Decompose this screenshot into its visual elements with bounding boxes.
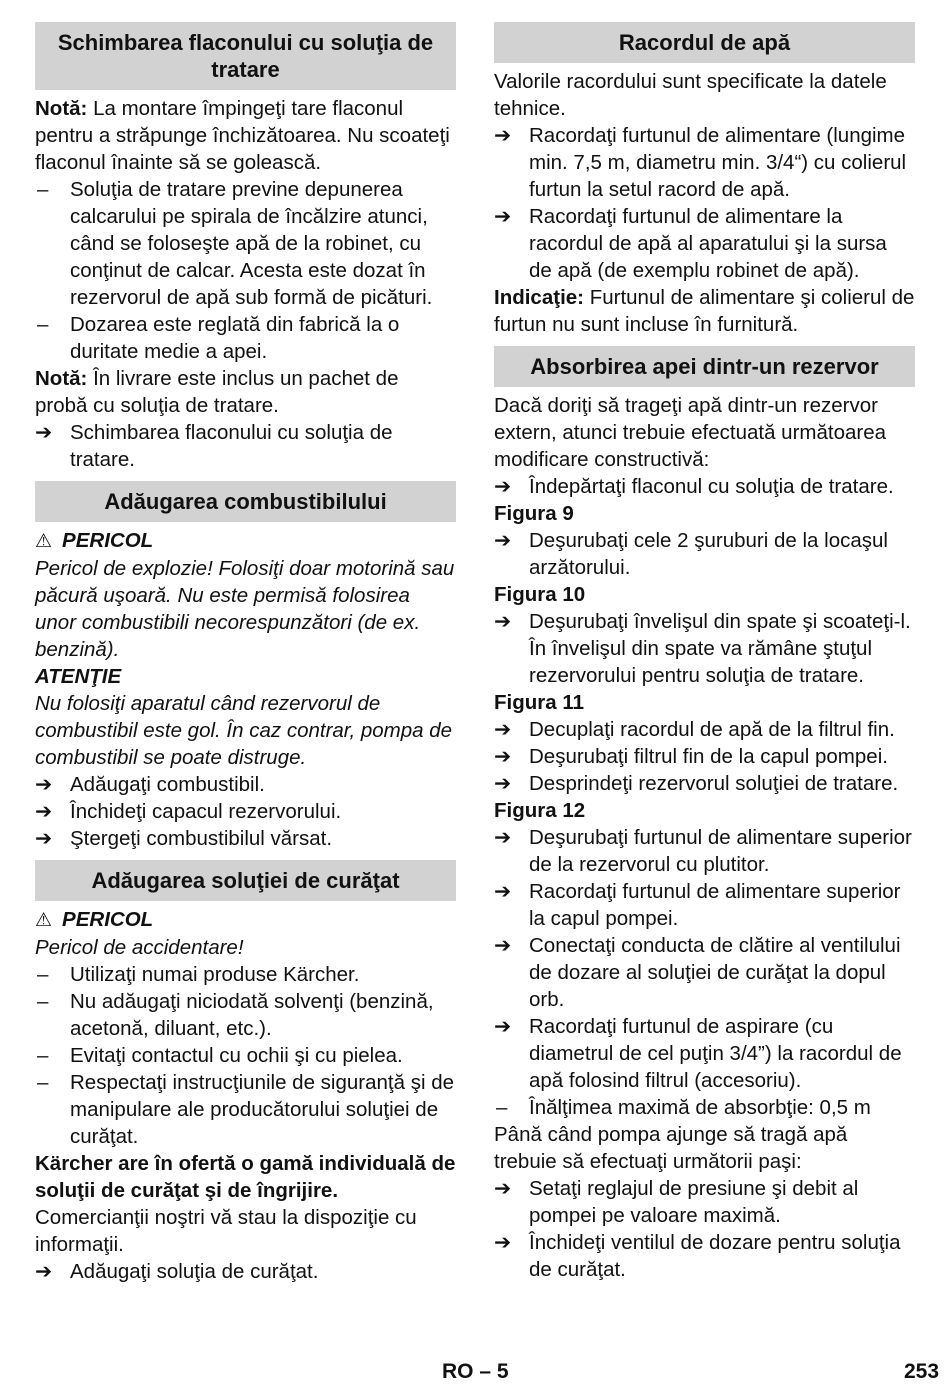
action-step bbox=[494, 527, 915, 581]
dash-list-item bbox=[35, 1042, 456, 1069]
item-text: Racordaţi furtunul de alimentare superior la capul pompei. bbox=[529, 880, 901, 930]
item-text: Soluţia de tratare previne depunerea calcarului pe spirala de încălzire atunci, când se foloseşte apă de la robinet, cu conţinut de calcar. Acesta este dozat în rezervorul de apă sub formă de picături. bbox=[70, 178, 433, 309]
note-text: La montare împingeţi tare flaconul pentru a străpunge închizătoarea. Nu scoateţi flaconul înainte să se golească. bbox=[35, 97, 450, 174]
note-label: Indicaţie: bbox=[494, 286, 584, 309]
item-text: Deşurubaţi învelişul din spate şi scoateţi-l. În învelişul din spate va rămâne ştuţul rezervorului pentru soluţia de tratare. bbox=[529, 610, 911, 687]
danger-text: Pericol de explozie! Folosiţi doar motorină sau păcură uşoară. Nu este permisă folosirea unor combustibili necorespunzători (de ex. benzină). bbox=[35, 557, 455, 661]
arrow-icon: ➔ bbox=[494, 475, 512, 498]
section-heading: Absorbirea apei dintr-un rezervor bbox=[494, 346, 915, 387]
item-text: Utilizaţi numai produse Kärcher. bbox=[70, 963, 360, 986]
action-step bbox=[494, 1013, 915, 1094]
paragraph: Până când pompa ajunge să tragă apă trebuie să efectuaţi următorii paşi: bbox=[494, 1123, 848, 1173]
action-step bbox=[35, 1258, 456, 1285]
warning-triangle-icon: ⚠ bbox=[35, 910, 53, 931]
right-column bbox=[494, 22, 915, 1291]
action-step bbox=[494, 824, 915, 878]
item-text: Închideţi ventilul de dozare pentru soluţia de curăţat. bbox=[529, 1231, 901, 1281]
item-text: Respectaţi instrucţiunile de siguranţă şi de manipulare ale producătorului soluţiei de curăţat. bbox=[70, 1071, 455, 1148]
dash-list-item bbox=[494, 1094, 915, 1121]
action-step bbox=[494, 1229, 915, 1283]
danger-label-text: PERICOL bbox=[62, 908, 154, 931]
section-add-fuel bbox=[35, 481, 456, 852]
arrow-icon: ➔ bbox=[494, 529, 512, 552]
item-text: Deşurubaţi cele 2 şuruburi de la locaşul arzătorului. bbox=[529, 529, 888, 579]
page-number: 253 bbox=[904, 1360, 940, 1383]
arrow-icon: ➔ bbox=[494, 718, 512, 741]
item-text: Setaţi reglajul de presiune şi debit al pompei pe valoare maximă. bbox=[529, 1177, 859, 1227]
item-text: Evitaţi contactul cu ochii şi cu pielea. bbox=[70, 1044, 403, 1067]
arrow-icon: ➔ bbox=[35, 827, 53, 850]
figure-label: Figura 9 bbox=[494, 502, 574, 525]
page-label: RO – 5 bbox=[442, 1360, 509, 1383]
bold-paragraph: Kärcher are în ofertă o gamă individuală de soluţii de curăţat şi de îngrijire. bbox=[35, 1152, 456, 1202]
item-text: Înălţimea maximă de absorbţie: 0,5 m bbox=[529, 1096, 871, 1119]
dash-list-item bbox=[35, 176, 456, 311]
item-text: Conectaţi conducta de clătire al ventilului de dozare al soluţiei de curăţat la dopul orb. bbox=[529, 934, 901, 1011]
action-step bbox=[494, 716, 915, 743]
action-step bbox=[35, 419, 456, 473]
arrow-icon: ➔ bbox=[35, 1260, 53, 1283]
action-step bbox=[35, 798, 456, 825]
arrow-icon: ➔ bbox=[494, 772, 512, 795]
section-water-connection bbox=[494, 22, 915, 338]
dash-marker: – bbox=[37, 178, 49, 201]
arrow-icon: ➔ bbox=[494, 745, 512, 768]
dash-marker: – bbox=[37, 963, 49, 986]
item-text: Dozarea este reglată din fabrică la o duritate medie a apei. bbox=[70, 313, 400, 363]
item-text: Desprindeţi rezervorul soluţiei de tratare. bbox=[529, 772, 899, 795]
dash-list-item bbox=[35, 311, 456, 365]
item-text: Îndepărtaţi flaconul cu soluţia de tratare. bbox=[529, 475, 894, 498]
section-heading: Adăugarea combustibilului bbox=[35, 481, 456, 522]
paragraph: Comercianţii noştri vă stau la dispoziţie cu informaţii. bbox=[35, 1206, 417, 1256]
figure-label: Figura 10 bbox=[494, 583, 586, 606]
danger-text: Pericol de accidentare! bbox=[35, 936, 244, 959]
item-text: Deşurubaţi filtrul fin de la capul pompei. bbox=[529, 745, 888, 768]
action-step bbox=[494, 608, 915, 689]
paragraph: Dacă doriţi să trageţi apă dintr-un rezervor extern, atunci trebuie efectuată următoarea modificare constructivă: bbox=[494, 394, 887, 471]
action-step bbox=[35, 771, 456, 798]
action-step bbox=[494, 743, 915, 770]
item-text: Racordaţi furtunul de alimentare (lungime min. 7,5 m, diametru min. 3/4“) cu colierul furtun la setul racord de apă. bbox=[529, 124, 907, 201]
arrow-icon: ➔ bbox=[494, 826, 512, 849]
item-text: Racordaţi furtunul de alimentare la racordul de apă al aparatului şi la sursa de apă (de exemplu robinet de apă). bbox=[529, 205, 887, 282]
item-text: Nu adăugaţi niciodată solvenţi (benzină, acetonă, diluant, etc.). bbox=[70, 990, 434, 1040]
arrow-icon: ➔ bbox=[35, 800, 53, 823]
item-text: Decuplaţi racordul de apă de la filtrul fin. bbox=[529, 718, 895, 741]
action-step bbox=[494, 203, 915, 284]
arrow-icon: ➔ bbox=[494, 205, 512, 228]
dash-list-item bbox=[35, 961, 456, 988]
dash-marker: – bbox=[496, 1096, 508, 1119]
caution-text: Nu folosiţi aparatul când rezervorul de combustibil este gol. În caz contrar, pompa de combustibil se poate distruge. bbox=[35, 692, 453, 769]
note-text: Furtunul de alimentare şi colierul de furtun nu sunt incluse în furnitură. bbox=[494, 286, 915, 336]
arrow-icon: ➔ bbox=[494, 1177, 512, 1200]
item-text: Adăugaţi soluţia de curăţat. bbox=[70, 1260, 319, 1283]
dash-marker: – bbox=[37, 1044, 49, 1067]
arrow-icon: ➔ bbox=[494, 1015, 512, 1038]
item-text: Închideţi capacul rezervorului. bbox=[70, 800, 342, 823]
figure-label: Figura 11 bbox=[494, 691, 585, 714]
item-text: Racordaţi furtunul de aspirare (cu diametrul de cel puţin 3/4”) la racordul de apă folosind filtrul (accesoriu). bbox=[529, 1015, 902, 1092]
dash-marker: – bbox=[37, 990, 49, 1013]
arrow-icon: ➔ bbox=[494, 934, 512, 957]
arrow-icon: ➔ bbox=[494, 124, 512, 147]
action-step bbox=[494, 473, 915, 500]
danger-label bbox=[35, 527, 456, 555]
section-treatment-bottle bbox=[35, 22, 456, 473]
left-column bbox=[35, 22, 456, 1293]
item-text: Deşurubaţi furtunul de alimentare superior de la rezervorul cu plutitor. bbox=[529, 826, 912, 876]
action-step bbox=[494, 1175, 915, 1229]
dash-marker: – bbox=[37, 313, 49, 336]
item-text: Adăugaţi combustibil. bbox=[70, 773, 265, 796]
arrow-icon: ➔ bbox=[35, 773, 53, 796]
note-paragraph bbox=[494, 284, 915, 338]
section-heading: Schimbarea flaconului cu soluţia de tratare bbox=[35, 22, 456, 90]
danger-label bbox=[35, 906, 456, 934]
arrow-icon: ➔ bbox=[494, 610, 512, 633]
action-step bbox=[494, 770, 915, 797]
arrow-icon: ➔ bbox=[35, 421, 53, 444]
section-heading: Adăugarea soluţiei de curăţat bbox=[35, 860, 456, 901]
action-step bbox=[494, 122, 915, 203]
note-paragraph bbox=[35, 95, 456, 176]
dash-marker: – bbox=[37, 1071, 49, 1094]
caution-label: ATENŢIE bbox=[35, 665, 122, 688]
action-step bbox=[494, 932, 915, 1013]
dash-list-item bbox=[35, 1069, 456, 1150]
note-text: În livrare este inclus un pachet de probă cu soluţia de tratare. bbox=[35, 367, 399, 417]
dash-list-item bbox=[35, 988, 456, 1042]
warning-triangle-icon: ⚠ bbox=[35, 531, 53, 552]
item-text: Ştergeţi combustibilul vărsat. bbox=[70, 827, 333, 850]
figure-label: Figura 12 bbox=[494, 799, 586, 822]
note-paragraph bbox=[35, 365, 456, 419]
danger-label-text: PERICOL bbox=[62, 529, 154, 552]
item-text: Schimbarea flaconului cu soluţia de tratare. bbox=[70, 421, 393, 471]
action-step bbox=[35, 825, 456, 852]
page-footer bbox=[0, 1358, 950, 1386]
section-heading: Racordul de apă bbox=[494, 22, 915, 63]
section-add-detergent bbox=[35, 860, 456, 1285]
paragraph: Valorile racordului sunt specificate la datele tehnice. bbox=[494, 70, 887, 120]
arrow-icon: ➔ bbox=[494, 1231, 512, 1254]
action-step bbox=[494, 878, 915, 932]
note-label: Notă: bbox=[35, 367, 88, 390]
section-water-from-tank bbox=[494, 346, 915, 1283]
note-label: Notă: bbox=[35, 97, 88, 120]
arrow-icon: ➔ bbox=[494, 880, 512, 903]
